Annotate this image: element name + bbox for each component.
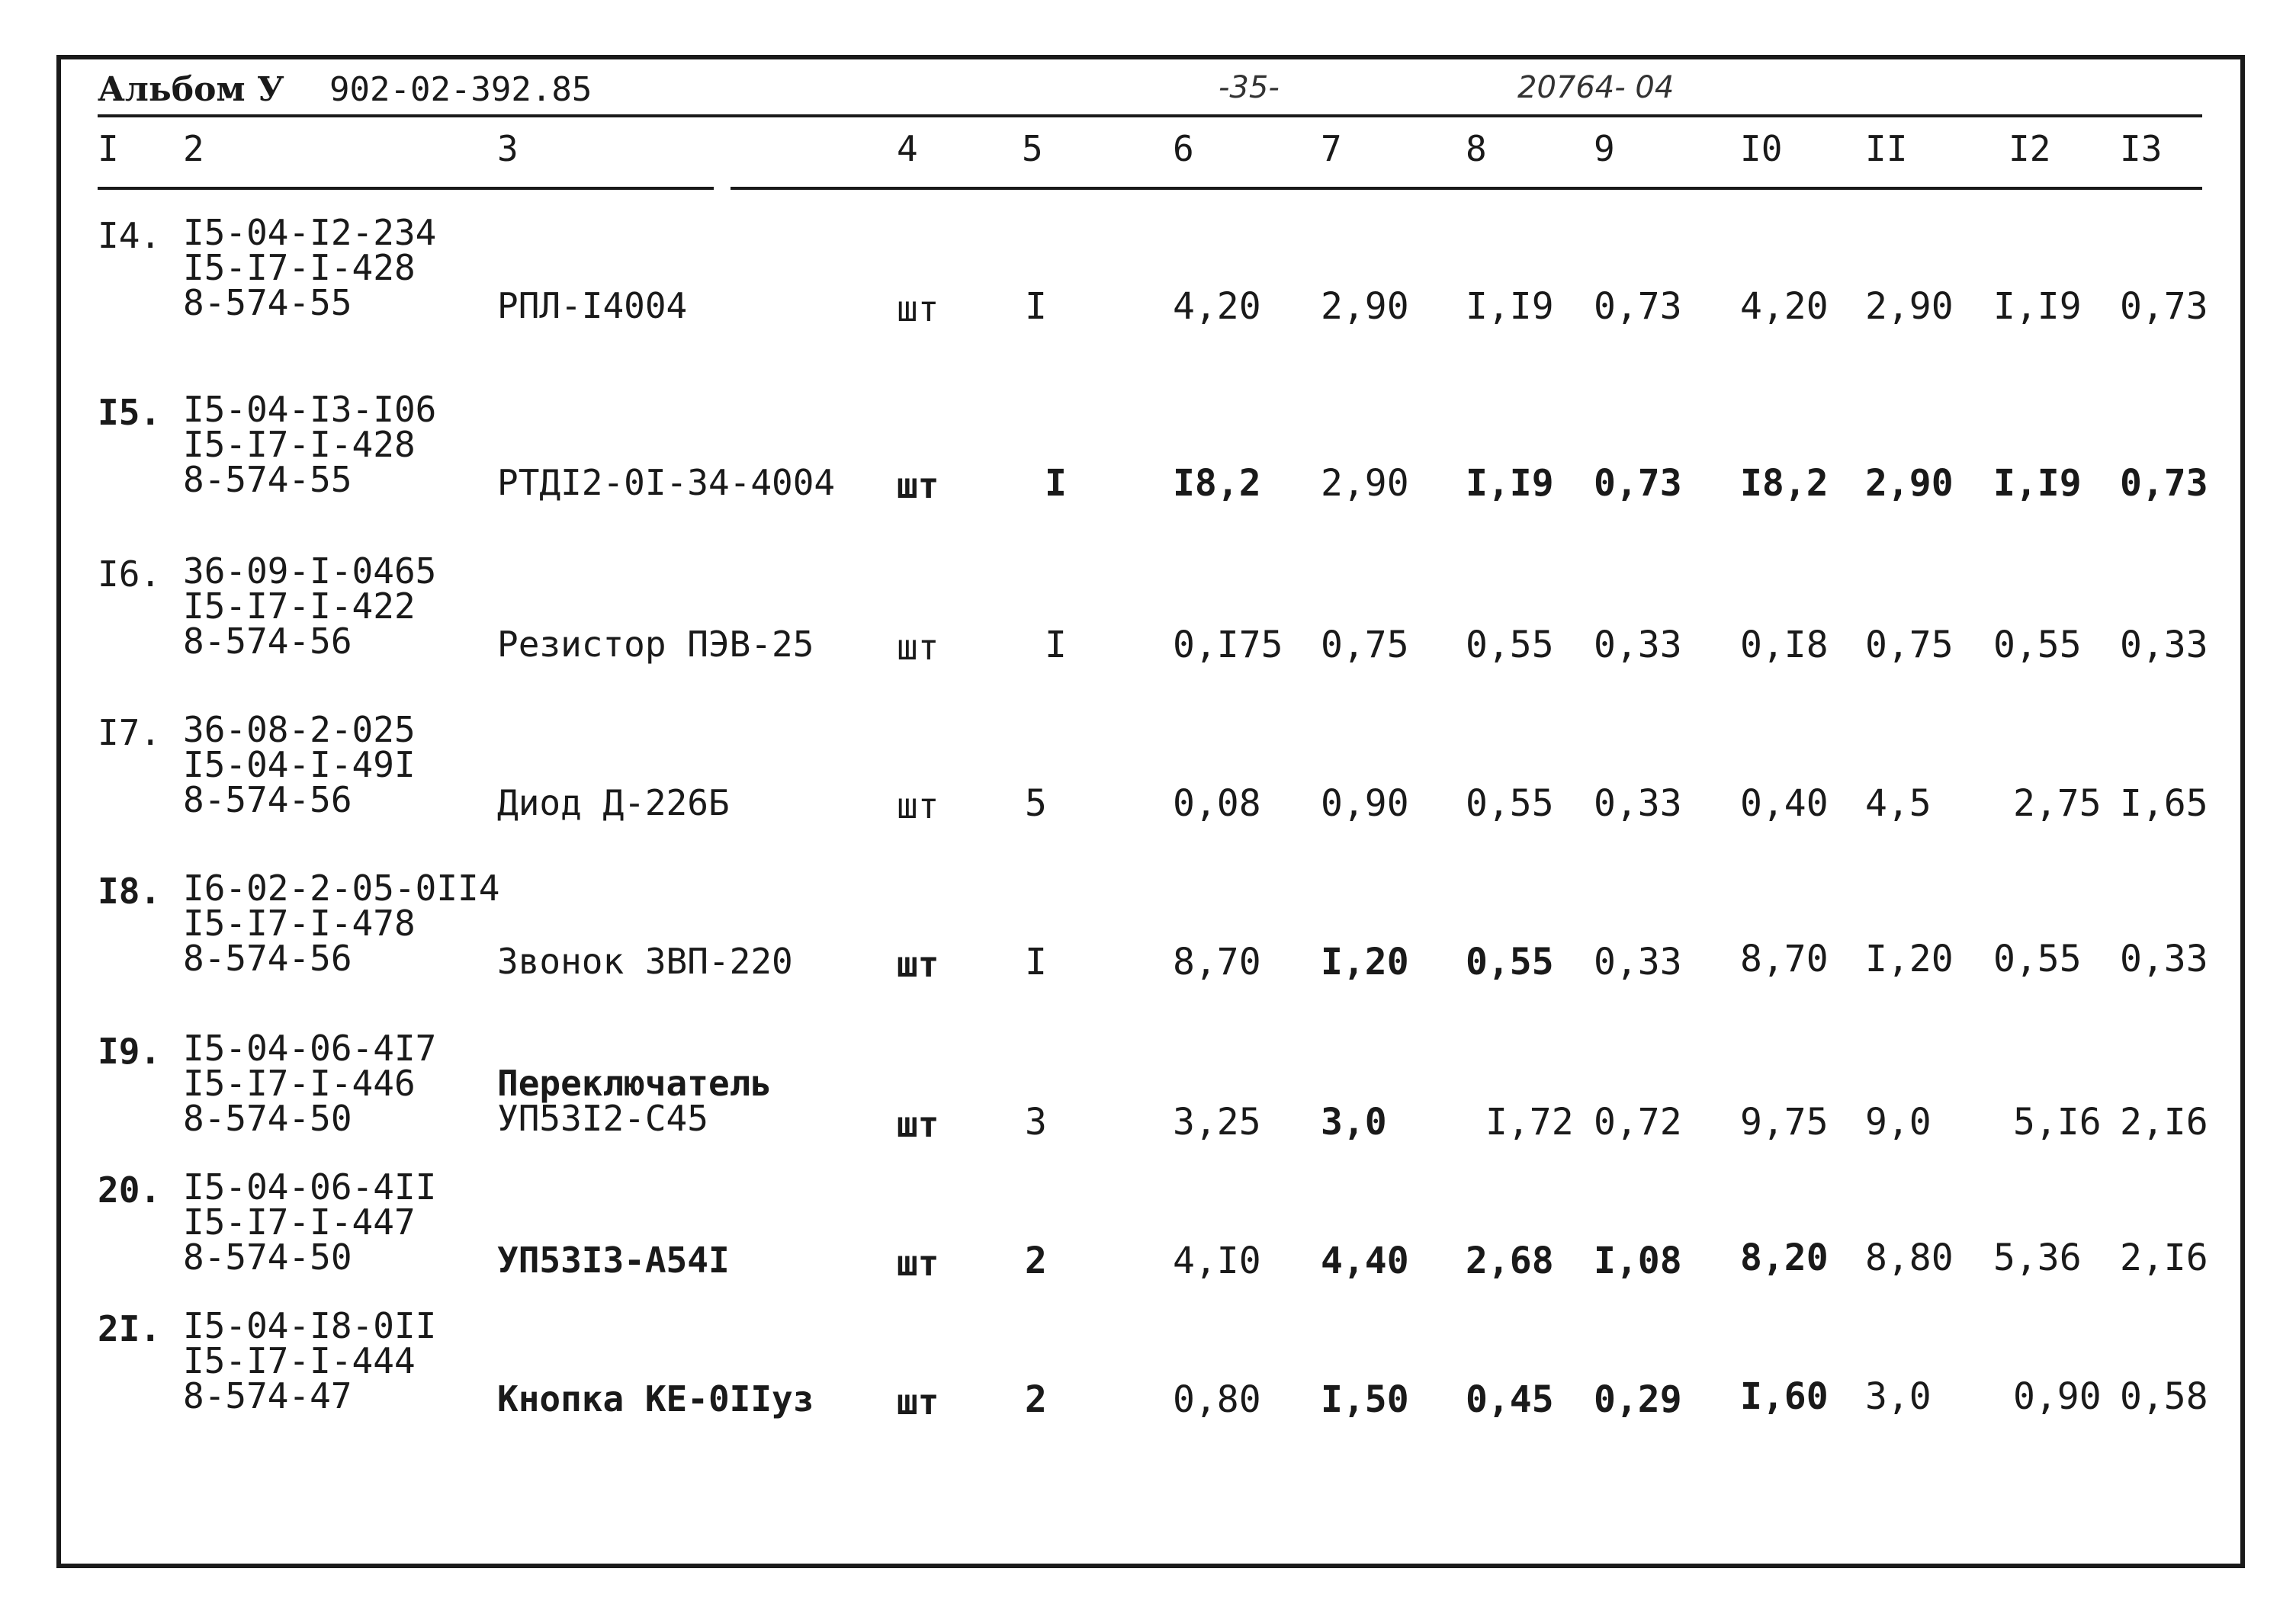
cell-col11: I,20 [1865,938,1954,980]
cell-col11: 3,0 [1865,1375,1932,1418]
item-name: Резистор ПЭВ-25 [497,624,814,665]
cell-col8: I,72 [1485,1101,1574,1144]
code-line: I5-04-I8-0II [183,1305,437,1346]
code-line: I5-I7-I-422 [183,585,416,627]
code-line: 8-574-50 [183,1237,352,1278]
item-name: Диод Д-226Б [497,782,730,823]
code-line: I5-04-06-4I7 [183,1028,437,1069]
col-num-8: 8 [1466,128,1487,169]
cell-col6: 3,25 [1173,1101,1261,1144]
cell-col13: 0,33 [2120,938,2208,980]
cell-col11: 2,90 [1865,462,1954,505]
cell-col12: 0,55 [1993,624,2082,666]
item-name: УП53I3-А54I [497,1240,730,1281]
cell-col7: 2,90 [1321,462,1409,505]
quantity: I [1025,285,1047,328]
cell-col10: 9,75 [1740,1101,1829,1144]
cell-col8: 2,68 [1466,1240,1554,1282]
col-num-5: 5 [1022,128,1043,169]
cell-col13: 0,73 [2120,285,2208,328]
col-num-3: 3 [497,128,519,169]
cell-col10: 8,70 [1740,938,1829,980]
cell-col13: 0,73 [2120,462,2208,505]
code-line: 8-574-50 [183,1098,352,1139]
code-line: I5-04-I2-234 [183,212,437,253]
cell-col9: 0,72 [1594,1101,1682,1144]
code-line: 8-574-55 [183,459,352,500]
cell-col12: 2,75 [2013,782,2102,825]
cell-col12: 0,55 [1993,938,2082,980]
row-number: I6. [98,553,162,595]
cell-col10: I,60 [1740,1375,1829,1418]
cell-col6: 4,I0 [1173,1240,1261,1282]
code-line: I5-I7-I-444 [183,1340,416,1381]
code-line: 36-08-2-025 [183,709,416,750]
item-name: РТДI2-0I-34-4004 [497,462,836,503]
code-line: I5-I7-I-478 [183,903,416,944]
cell-col7: 0,90 [1321,782,1409,825]
col-num-10: I0 [1740,128,1783,169]
cell-col9: 0,29 [1594,1378,1682,1421]
cell-col12: 5,36 [1993,1237,2082,1279]
cell-col6: I8,2 [1173,462,1261,505]
quantity: I [1025,941,1047,983]
code-line: 36-09-I-0465 [183,550,437,592]
quantity: I [1045,624,1067,666]
album-code: 902-02-392.85 [329,70,592,109]
cell-col8: 0,55 [1466,624,1554,666]
cell-col9: 0,73 [1594,462,1682,505]
cell-col6: 0,08 [1173,782,1261,825]
column-rule-right [731,187,2202,190]
cell-col6: 4,20 [1173,285,1261,328]
row-number: I8. [98,871,162,912]
row-number: 2I. [98,1308,162,1349]
cell-col9: I,08 [1594,1240,1682,1282]
cell-col13: 0,33 [2120,624,2208,666]
cell-col7: 2,90 [1321,285,1409,328]
code-line: 8-574-47 [183,1375,352,1416]
cell-col10: 0,I8 [1740,624,1829,666]
unit: шт [897,785,939,826]
cell-col12: I,I9 [1993,462,2082,505]
code-line: I5-I7-I-446 [183,1063,416,1104]
cell-col7: I,20 [1321,941,1409,983]
document-number: 20764- 04 [1517,70,1675,105]
item-name-line: Переключатель [497,1063,772,1104]
col-num-2: 2 [183,128,204,169]
row-codes [183,1305,437,1416]
cell-col9: 0,33 [1594,624,1682,666]
row-number: I9. [98,1031,162,1072]
cell-col6: 0,80 [1173,1378,1261,1421]
cell-col11: 9,0 [1865,1101,1932,1144]
col-num-7: 7 [1321,128,1342,169]
column-rule-left [98,187,714,190]
cell-col11: 4,5 [1865,782,1932,825]
cell-col12: I,I9 [1993,285,2082,328]
cell-col8: I,I9 [1466,285,1554,328]
cell-col9: 0,33 [1594,941,1682,983]
cell-col7: 4,40 [1321,1240,1409,1282]
code-line: 8-574-55 [183,282,352,323]
row-codes [183,389,437,500]
code-line: I5-I7-I-428 [183,424,416,465]
cell-col9: 0,33 [1594,782,1682,825]
quantity: 2 [1025,1240,1047,1282]
col-num-1: I [98,128,119,169]
quantity: 2 [1025,1378,1047,1421]
page-number: -35- [1219,70,1280,105]
cell-col13: 0,58 [2120,1375,2208,1418]
row-number: 20. [98,1169,162,1211]
row-codes [183,709,416,820]
row-number: I5. [98,392,162,433]
cell-col10: 4,20 [1740,285,1829,328]
cell-col10: 8,20 [1740,1237,1829,1279]
cell-col11: 8,80 [1865,1237,1954,1279]
col-num-6: 6 [1173,128,1194,169]
cell-col8: 0,55 [1466,941,1554,983]
unit: шт [897,288,939,329]
row-codes [183,1166,437,1278]
row-codes [183,868,500,979]
cell-col13: 2,I6 [2120,1237,2208,1279]
row-codes [183,550,437,662]
quantity: 3 [1025,1101,1047,1144]
cell-col12: 5,I6 [2013,1101,2102,1144]
cell-col10: 0,40 [1740,782,1829,825]
album-label: Альбом У [98,70,284,109]
cell-col8: I,I9 [1466,462,1554,505]
cell-col9: 0,73 [1594,285,1682,328]
unit: шт [897,944,939,985]
cell-col6: 0,I75 [1173,624,1283,666]
row-codes [183,212,437,323]
item-name: РПЛ-I4004 [497,285,688,326]
unit: шт [897,465,939,506]
code-line: 8-574-56 [183,938,352,979]
col-num-4: 4 [897,128,918,169]
cell-col6: 8,70 [1173,941,1261,983]
item-name: Звонок ЗВП-220 [497,941,793,982]
cell-col13: I,65 [2120,782,2208,825]
col-num-12: I2 [2009,128,2051,169]
row-number: I4. [98,215,162,256]
code-line: 8-574-56 [183,621,352,662]
row-number: I7. [98,712,162,753]
cell-col10: I8,2 [1740,462,1829,505]
code-line: 8-574-56 [183,779,352,820]
code-line: I5-I7-I-428 [183,247,416,288]
cell-col13: 2,I6 [2120,1101,2208,1144]
col-num-13: I3 [2120,128,2163,169]
unit: шт [897,1381,939,1423]
cell-col7: I,50 [1321,1378,1409,1421]
code-line: I5-I7-I-447 [183,1201,416,1243]
code-line: I5-04-I3-I06 [183,389,437,430]
unit: шт [897,1104,939,1145]
item-name [497,1063,772,1139]
col-num-9: 9 [1594,128,1615,169]
code-line: I5-04-I-49I [183,744,416,785]
unit: шт [897,1243,939,1284]
cell-col8: 0,45 [1466,1378,1554,1421]
code-line: I5-04-06-4II [183,1166,437,1208]
cell-col11: 2,90 [1865,285,1954,328]
item-name: Кнопка КЕ-0IIуз [497,1378,814,1420]
unit: шт [897,627,939,668]
code-line: I6-02-2-05-0II4 [183,868,500,909]
cell-col12: 0,90 [2013,1375,2102,1418]
cell-col11: 0,75 [1865,624,1954,666]
row-codes [183,1028,437,1139]
cell-col8: 0,55 [1466,782,1554,825]
item-name-line: УП53I2-С45 [497,1098,708,1139]
quantity: I [1045,462,1067,505]
cell-col7: 0,75 [1321,624,1409,666]
col-num-11: II [1865,128,1908,169]
quantity: 5 [1025,782,1047,825]
cell-col7: 3,0 [1321,1101,1387,1144]
header-rule [98,114,2202,117]
